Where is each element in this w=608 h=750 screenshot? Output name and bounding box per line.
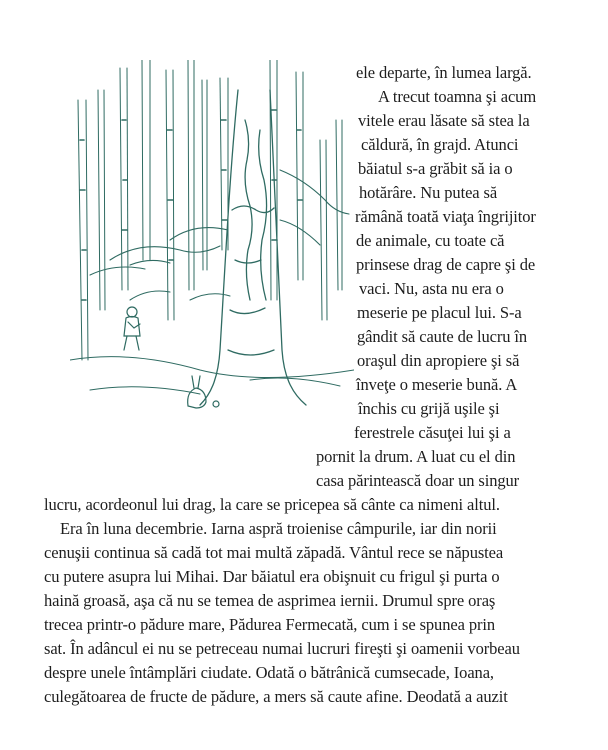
bark-marks — [80, 110, 302, 300]
text-line: vaci. Nu, asta nu era o — [359, 279, 504, 298]
text-line: lucru, acordeonul lui drag, la care se pricepea să cânte ca nimeni altul. — [44, 495, 500, 514]
text-line: despre unele întâmplări ciudate. Odată o bătrânică cumsecade, Ioana, — [44, 663, 494, 682]
snowy-branches — [90, 170, 349, 300]
text-line: de animale, cu toate că — [356, 231, 505, 250]
text-line: meserie pe placul lui. S-a — [357, 303, 522, 322]
text-line: prinsese drag de capre şi de — [356, 255, 536, 274]
text-line: sat. În adâncul ei nu se petreceau numai lucruri fireşti şi oamenii vorbeau — [44, 639, 520, 658]
text-line: pornit la drum. A luat cu el din — [316, 447, 516, 466]
text-line: rămână toată viaţa îngrijitor — [355, 207, 536, 226]
boy-figure — [124, 307, 140, 350]
text-line: ferestrele căsuţei lui şi a — [354, 423, 511, 442]
text-line: culegătoarea de fructe de pădure, a mers să caute afine. Deodată a auzit — [44, 687, 508, 706]
winter-forest-illustration — [70, 60, 354, 420]
text-line: închis cu grijă uşile şi — [358, 399, 500, 418]
text-line: băiatul s-a grăbit să ia o — [358, 159, 513, 178]
text-line: cenuşii continua să cadă tot mai multă zăpadă. Vântul rece se năpustea — [44, 543, 504, 562]
text-line: înveţe o meserie bună. A — [356, 375, 518, 394]
text-line: ele departe, în lumea largă. — [356, 63, 532, 82]
text-line: cu putere asupra lui Mihai. Dar băiatul era obişnuit cu frigul şi purta o — [44, 567, 500, 586]
text-line: căldură, în grajd. Atunci — [361, 135, 519, 154]
text-line: gândit să caute de lucru în — [357, 327, 528, 346]
text-line: vitele erau lăsate să stea la — [358, 111, 530, 130]
birch-trunks — [78, 60, 342, 360]
text-line: hotărâre. Nu putea să — [359, 183, 498, 202]
text-line: A trecut toamna şi acum — [378, 87, 537, 106]
text-line: oraşul din apropiere şi să — [357, 351, 520, 370]
text-line: casa părintească doar un singur — [316, 471, 520, 490]
text-line: trecea printr-o pădure mare, Pădurea Fermecată, cum i se spunea prin — [44, 615, 495, 634]
text-line: Era în luna decembrie. Iarna aspră troienise câmpurile, iar din norii — [60, 519, 497, 538]
text-line: haină groasă, aşa că nu se temea de asprimea iernii. Drumul spre oraş — [44, 591, 496, 610]
